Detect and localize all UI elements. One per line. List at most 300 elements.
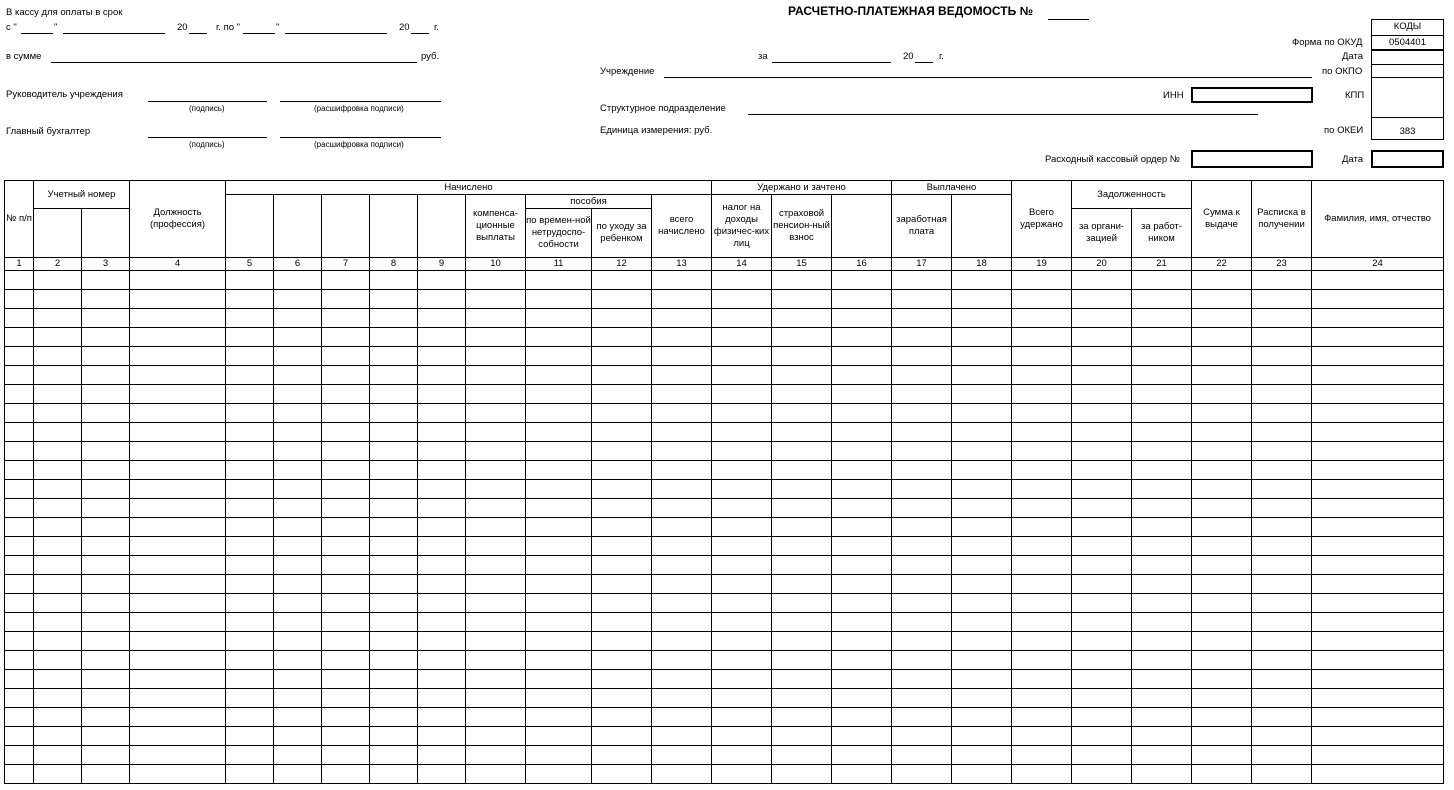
table-cell[interactable]	[1252, 632, 1312, 651]
table-cell[interactable]	[322, 385, 370, 404]
table-cell[interactable]	[370, 290, 418, 309]
table-cell[interactable]	[466, 594, 526, 613]
from-year-field[interactable]	[189, 33, 207, 34]
table-cell[interactable]	[1012, 765, 1072, 784]
table-cell[interactable]	[226, 290, 274, 309]
table-cell[interactable]	[82, 708, 130, 727]
table-cell[interactable]	[1252, 746, 1312, 765]
table-cell[interactable]	[1012, 556, 1072, 575]
table-cell[interactable]	[832, 328, 892, 347]
table-cell[interactable]	[466, 480, 526, 499]
table-cell[interactable]	[418, 594, 466, 613]
table-cell[interactable]	[466, 328, 526, 347]
table-cell[interactable]	[1072, 480, 1132, 499]
table-cell[interactable]	[1012, 461, 1072, 480]
table-cell[interactable]	[832, 385, 892, 404]
table-cell[interactable]	[1132, 632, 1192, 651]
table-cell[interactable]	[772, 556, 832, 575]
table-cell[interactable]	[892, 328, 952, 347]
table-cell[interactable]	[1072, 499, 1132, 518]
table-cell[interactable]	[832, 632, 892, 651]
table-cell[interactable]	[652, 271, 712, 290]
table-cell[interactable]	[34, 461, 82, 480]
table-cell[interactable]	[274, 518, 322, 537]
table-cell[interactable]	[1132, 480, 1192, 499]
table-cell[interactable]	[652, 765, 712, 784]
table-cell[interactable]	[1132, 442, 1192, 461]
table-cell[interactable]	[592, 271, 652, 290]
table-cell[interactable]	[652, 480, 712, 499]
table-cell[interactable]	[418, 328, 466, 347]
table-cell[interactable]	[526, 309, 592, 328]
table-cell[interactable]	[370, 480, 418, 499]
table-cell[interactable]	[226, 670, 274, 689]
table-cell[interactable]	[226, 404, 274, 423]
table-cell[interactable]	[130, 518, 226, 537]
table-cell[interactable]	[832, 651, 892, 670]
table-cell[interactable]	[712, 480, 772, 499]
table-cell[interactable]	[652, 385, 712, 404]
table-cell[interactable]	[5, 347, 34, 366]
table-cell[interactable]	[592, 404, 652, 423]
table-cell[interactable]	[418, 442, 466, 461]
table-cell[interactable]	[592, 290, 652, 309]
table-cell[interactable]	[952, 575, 1012, 594]
table-cell[interactable]	[892, 575, 952, 594]
table-cell[interactable]	[832, 594, 892, 613]
table-cell[interactable]	[34, 404, 82, 423]
table-cell[interactable]	[130, 651, 226, 670]
table-cell[interactable]	[892, 727, 952, 746]
table-cell[interactable]	[1312, 537, 1444, 556]
table-cell[interactable]	[1192, 423, 1252, 442]
table-cell[interactable]	[652, 708, 712, 727]
table-cell[interactable]	[1072, 328, 1132, 347]
table-cell[interactable]	[1252, 385, 1312, 404]
table-cell[interactable]	[34, 651, 82, 670]
table-cell[interactable]	[34, 271, 82, 290]
table-cell[interactable]	[1192, 290, 1252, 309]
table-cell[interactable]	[1132, 537, 1192, 556]
table-cell[interactable]	[226, 518, 274, 537]
table-cell[interactable]	[5, 746, 34, 765]
table-cell[interactable]	[832, 575, 892, 594]
table-cell[interactable]	[952, 404, 1012, 423]
table-cell[interactable]	[370, 461, 418, 480]
table-cell[interactable]	[226, 442, 274, 461]
table-cell[interactable]	[1012, 442, 1072, 461]
table-cell[interactable]	[1252, 309, 1312, 328]
table-cell[interactable]	[892, 556, 952, 575]
table-cell[interactable]	[892, 537, 952, 556]
table-cell[interactable]	[772, 537, 832, 556]
table-cell[interactable]	[526, 518, 592, 537]
table-cell[interactable]	[1072, 290, 1132, 309]
table-cell[interactable]	[1132, 689, 1192, 708]
table-cell[interactable]	[526, 537, 592, 556]
table-cell[interactable]	[772, 461, 832, 480]
table-cell[interactable]	[1072, 556, 1132, 575]
table-cell[interactable]	[1192, 309, 1252, 328]
table-cell[interactable]	[772, 480, 832, 499]
table-cell[interactable]	[34, 746, 82, 765]
table-cell[interactable]	[370, 632, 418, 651]
table-cell[interactable]	[370, 765, 418, 784]
table-cell[interactable]	[592, 632, 652, 651]
table-cell[interactable]	[322, 347, 370, 366]
table-cell[interactable]	[130, 556, 226, 575]
table-cell[interactable]	[772, 594, 832, 613]
table-cell[interactable]	[592, 594, 652, 613]
table-cell[interactable]	[226, 727, 274, 746]
table-cell[interactable]	[370, 404, 418, 423]
table-cell[interactable]	[1312, 613, 1444, 632]
table-cell[interactable]	[226, 765, 274, 784]
table-cell[interactable]	[418, 632, 466, 651]
table-cell[interactable]	[274, 271, 322, 290]
table-cell[interactable]	[1252, 461, 1312, 480]
table-cell[interactable]	[1192, 708, 1252, 727]
table-cell[interactable]	[772, 689, 832, 708]
table-cell[interactable]	[1192, 404, 1252, 423]
okpo-code-field[interactable]	[1372, 65, 1443, 78]
table-cell[interactable]	[712, 404, 772, 423]
table-cell[interactable]	[274, 366, 322, 385]
table-cell[interactable]	[274, 632, 322, 651]
table-cell[interactable]	[892, 347, 952, 366]
table-cell[interactable]	[274, 727, 322, 746]
table-cell[interactable]	[652, 537, 712, 556]
table-cell[interactable]	[418, 290, 466, 309]
table-cell[interactable]	[1252, 594, 1312, 613]
table-cell[interactable]	[226, 347, 274, 366]
table-cell[interactable]	[322, 556, 370, 575]
table-cell[interactable]	[772, 347, 832, 366]
table-cell[interactable]	[772, 499, 832, 518]
table-cell[interactable]	[592, 518, 652, 537]
table-cell[interactable]	[1192, 632, 1252, 651]
table-cell[interactable]	[892, 423, 952, 442]
table-cell[interactable]	[274, 670, 322, 689]
table-cell[interactable]	[34, 594, 82, 613]
inn-field[interactable]	[1191, 87, 1313, 103]
table-cell[interactable]	[592, 309, 652, 328]
table-cell[interactable]	[592, 727, 652, 746]
table-cell[interactable]	[370, 594, 418, 613]
table-cell[interactable]	[466, 727, 526, 746]
table-cell[interactable]	[322, 670, 370, 689]
table-cell[interactable]	[832, 423, 892, 442]
table-cell[interactable]	[1252, 708, 1312, 727]
table-cell[interactable]	[1072, 537, 1132, 556]
table-cell[interactable]	[466, 290, 526, 309]
table-cell[interactable]	[466, 404, 526, 423]
table-cell[interactable]	[1012, 480, 1072, 499]
institution-field[interactable]	[664, 77, 1312, 78]
table-cell[interactable]	[226, 461, 274, 480]
table-cell[interactable]	[466, 442, 526, 461]
table-cell[interactable]	[832, 670, 892, 689]
table-cell[interactable]	[712, 746, 772, 765]
table-cell[interactable]	[5, 499, 34, 518]
table-cell[interactable]	[322, 366, 370, 385]
table-cell[interactable]	[1312, 385, 1444, 404]
table-cell[interactable]	[418, 746, 466, 765]
table-cell[interactable]	[466, 385, 526, 404]
table-cell[interactable]	[772, 632, 832, 651]
table-cell[interactable]	[712, 271, 772, 290]
table-cell[interactable]	[226, 651, 274, 670]
table-cell[interactable]	[226, 537, 274, 556]
table-cell[interactable]	[466, 347, 526, 366]
table-cell[interactable]	[370, 423, 418, 442]
table-cell[interactable]	[712, 461, 772, 480]
table-cell[interactable]	[322, 480, 370, 499]
table-cell[interactable]	[952, 708, 1012, 727]
table-cell[interactable]	[130, 537, 226, 556]
table-cell[interactable]	[832, 442, 892, 461]
table-cell[interactable]	[130, 632, 226, 651]
table-cell[interactable]	[34, 309, 82, 328]
table-cell[interactable]	[1192, 594, 1252, 613]
table-cell[interactable]	[592, 366, 652, 385]
table-cell[interactable]	[1312, 632, 1444, 651]
table-cell[interactable]	[466, 537, 526, 556]
table-cell[interactable]	[952, 765, 1012, 784]
table-cell[interactable]	[952, 613, 1012, 632]
table-cell[interactable]	[322, 499, 370, 518]
table-cell[interactable]	[772, 404, 832, 423]
table-cell[interactable]	[1012, 328, 1072, 347]
table-cell[interactable]	[832, 613, 892, 632]
table-cell[interactable]	[130, 366, 226, 385]
table-cell[interactable]	[1132, 309, 1192, 328]
table-cell[interactable]	[274, 309, 322, 328]
table-cell[interactable]	[1072, 271, 1132, 290]
table-cell[interactable]	[526, 689, 592, 708]
table-cell[interactable]	[82, 404, 130, 423]
to-month-field[interactable]	[285, 33, 387, 34]
table-cell[interactable]	[952, 290, 1012, 309]
table-cell[interactable]	[130, 309, 226, 328]
table-cell[interactable]	[592, 708, 652, 727]
table-cell[interactable]	[5, 290, 34, 309]
table-cell[interactable]	[226, 708, 274, 727]
table-cell[interactable]	[1132, 290, 1192, 309]
table-cell[interactable]	[466, 518, 526, 537]
table-cell[interactable]	[1312, 651, 1444, 670]
table-cell[interactable]	[274, 347, 322, 366]
table-cell[interactable]	[274, 556, 322, 575]
table-cell[interactable]	[82, 499, 130, 518]
table-cell[interactable]	[418, 385, 466, 404]
table-cell[interactable]	[82, 651, 130, 670]
table-cell[interactable]	[526, 708, 592, 727]
table-cell[interactable]	[130, 499, 226, 518]
table-cell[interactable]	[322, 746, 370, 765]
table-cell[interactable]	[130, 727, 226, 746]
table-cell[interactable]	[712, 651, 772, 670]
table-cell[interactable]	[592, 423, 652, 442]
table-cell[interactable]	[1192, 556, 1252, 575]
table-cell[interactable]	[1192, 746, 1252, 765]
table-cell[interactable]	[832, 518, 892, 537]
table-cell[interactable]	[892, 689, 952, 708]
table-cell[interactable]	[130, 347, 226, 366]
table-cell[interactable]	[418, 499, 466, 518]
table-cell[interactable]	[772, 328, 832, 347]
table-cell[interactable]	[712, 670, 772, 689]
table-cell[interactable]	[1132, 613, 1192, 632]
division-field[interactable]	[748, 114, 1258, 115]
table-cell[interactable]	[1312, 404, 1444, 423]
table-cell[interactable]	[712, 290, 772, 309]
table-cell[interactable]	[892, 746, 952, 765]
table-cell[interactable]	[418, 461, 466, 480]
table-cell[interactable]	[1312, 480, 1444, 499]
table-cell[interactable]	[322, 271, 370, 290]
table-cell[interactable]	[322, 423, 370, 442]
cash-order-field[interactable]	[1191, 150, 1313, 168]
table-cell[interactable]	[1192, 537, 1252, 556]
table-cell[interactable]	[1192, 575, 1252, 594]
table-cell[interactable]	[712, 708, 772, 727]
table-cell[interactable]	[772, 670, 832, 689]
table-cell[interactable]	[1312, 746, 1444, 765]
table-cell[interactable]	[712, 385, 772, 404]
table-cell[interactable]	[652, 594, 712, 613]
table-cell[interactable]	[1132, 385, 1192, 404]
table-cell[interactable]	[652, 632, 712, 651]
table-cell[interactable]	[226, 689, 274, 708]
table-cell[interactable]	[274, 328, 322, 347]
table-cell[interactable]	[1072, 309, 1132, 328]
table-cell[interactable]	[82, 727, 130, 746]
table-cell[interactable]	[322, 442, 370, 461]
table-cell[interactable]	[592, 613, 652, 632]
table-cell[interactable]	[1192, 461, 1252, 480]
table-cell[interactable]	[34, 366, 82, 385]
table-cell[interactable]	[526, 366, 592, 385]
table-cell[interactable]	[652, 404, 712, 423]
table-cell[interactable]	[526, 727, 592, 746]
table-cell[interactable]	[370, 309, 418, 328]
table-cell[interactable]	[892, 518, 952, 537]
table-cell[interactable]	[1312, 347, 1444, 366]
table-cell[interactable]	[1132, 271, 1192, 290]
table-cell[interactable]	[82, 290, 130, 309]
table-cell[interactable]	[34, 442, 82, 461]
table-cell[interactable]	[772, 575, 832, 594]
table-cell[interactable]	[1012, 499, 1072, 518]
table-cell[interactable]	[1072, 746, 1132, 765]
table-cell[interactable]	[772, 271, 832, 290]
table-cell[interactable]	[418, 651, 466, 670]
table-cell[interactable]	[82, 556, 130, 575]
table-cell[interactable]	[652, 518, 712, 537]
table-cell[interactable]	[370, 328, 418, 347]
table-cell[interactable]	[892, 670, 952, 689]
table-cell[interactable]	[274, 746, 322, 765]
table-cell[interactable]	[370, 442, 418, 461]
table-cell[interactable]	[226, 385, 274, 404]
table-cell[interactable]	[82, 309, 130, 328]
table-cell[interactable]	[130, 575, 226, 594]
table-cell[interactable]	[772, 385, 832, 404]
table-cell[interactable]	[1012, 271, 1072, 290]
table-cell[interactable]	[712, 499, 772, 518]
table-cell[interactable]	[832, 765, 892, 784]
table-cell[interactable]	[226, 632, 274, 651]
table-cell[interactable]	[952, 480, 1012, 499]
table-cell[interactable]	[892, 404, 952, 423]
table-cell[interactable]	[274, 594, 322, 613]
table-cell[interactable]	[82, 537, 130, 556]
table-cell[interactable]	[892, 708, 952, 727]
table-cell[interactable]	[466, 309, 526, 328]
table-cell[interactable]	[952, 556, 1012, 575]
table-cell[interactable]	[130, 689, 226, 708]
table-cell[interactable]	[1312, 309, 1444, 328]
table-cell[interactable]	[1312, 556, 1444, 575]
table-cell[interactable]	[1132, 670, 1192, 689]
table-cell[interactable]	[1252, 556, 1312, 575]
table-cell[interactable]	[34, 613, 82, 632]
table-cell[interactable]	[652, 499, 712, 518]
table-cell[interactable]	[226, 423, 274, 442]
table-cell[interactable]	[1312, 423, 1444, 442]
period-month-field[interactable]	[772, 62, 891, 63]
table-cell[interactable]	[322, 290, 370, 309]
table-cell[interactable]	[652, 290, 712, 309]
table-cell[interactable]	[832, 309, 892, 328]
table-cell[interactable]	[1132, 765, 1192, 784]
table-cell[interactable]	[712, 556, 772, 575]
table-cell[interactable]	[82, 442, 130, 461]
table-cell[interactable]	[226, 328, 274, 347]
table-cell[interactable]	[34, 518, 82, 537]
table-cell[interactable]	[1012, 537, 1072, 556]
table-cell[interactable]	[592, 556, 652, 575]
table-cell[interactable]	[526, 575, 592, 594]
table-cell[interactable]	[832, 499, 892, 518]
table-cell[interactable]	[712, 765, 772, 784]
table-cell[interactable]	[1252, 651, 1312, 670]
table-cell[interactable]	[1132, 518, 1192, 537]
table-cell[interactable]	[1312, 499, 1444, 518]
table-cell[interactable]	[322, 461, 370, 480]
table-cell[interactable]	[322, 689, 370, 708]
table-cell[interactable]	[952, 499, 1012, 518]
table-cell[interactable]	[1072, 442, 1132, 461]
sum-field[interactable]	[51, 62, 417, 63]
table-cell[interactable]	[5, 271, 34, 290]
table-cell[interactable]	[370, 556, 418, 575]
table-cell[interactable]	[466, 670, 526, 689]
table-cell[interactable]	[1072, 518, 1132, 537]
table-cell[interactable]	[466, 765, 526, 784]
table-cell[interactable]	[526, 632, 592, 651]
table-cell[interactable]	[526, 328, 592, 347]
table-cell[interactable]	[592, 765, 652, 784]
table-cell[interactable]	[130, 594, 226, 613]
table-cell[interactable]	[1072, 670, 1132, 689]
table-cell[interactable]	[1252, 404, 1312, 423]
table-cell[interactable]	[1012, 347, 1072, 366]
table-cell[interactable]	[832, 708, 892, 727]
table-cell[interactable]	[1072, 347, 1132, 366]
table-cell[interactable]	[130, 385, 226, 404]
